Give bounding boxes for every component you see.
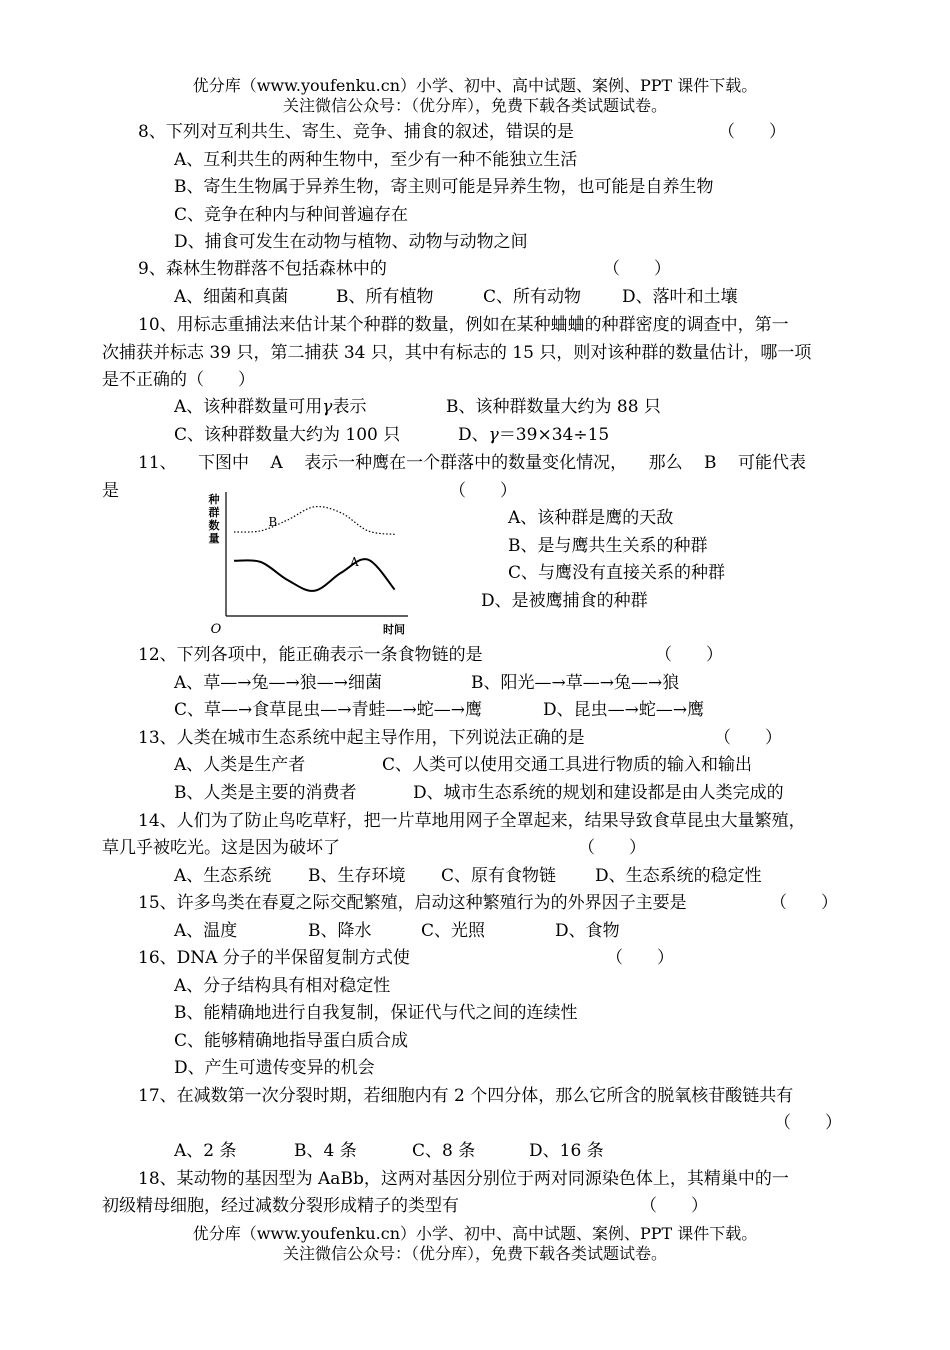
q18-stem-line-2: 初级精母细胞，经过减数分裂形成精子的类型有 — [102, 1196, 459, 1216]
q14-stem-line-2: 草几乎被吃光。这是因为破坏了 — [102, 838, 340, 858]
q16-option-c: C、能够精确地指导蛋白质合成 — [174, 1031, 409, 1051]
q15-stem: 15、许多鸟类在春夏之际交配繁殖，启动这种繁殖行为的外界因子主要是 — [138, 893, 687, 913]
y-axis-label-char: 种 — [208, 493, 220, 506]
x-axis-label: 时间 — [383, 623, 405, 636]
q17-stem: 17、在减数第一次分裂时期，若细胞内有 2 个四分体，那么它所含的脱氧核苷酸链共有 — [138, 1086, 794, 1106]
q9-option-a: A、细菌和真菌 — [174, 287, 289, 307]
q9-answer-paren: （ ） — [603, 259, 671, 279]
q12-option-b: B、阳光—→草—→兔—→狼 — [471, 673, 680, 693]
q14-option-b: B、生存环境 — [308, 866, 406, 886]
q14-answer-paren: （ ） — [578, 838, 646, 858]
q11-stem-line-2: 是 — [102, 481, 119, 501]
q11-word: 11、 — [138, 453, 177, 473]
q14-option-d: D、生态系统的稳定性 — [595, 866, 762, 886]
q12-stem: 12、下列各项中，能正确表示一条食物链的是 — [138, 645, 483, 665]
q17-option-a: A、2 条 — [174, 1141, 237, 1161]
q15-option-a: A、温度 — [174, 921, 238, 941]
q15-option-d: D、食物 — [555, 921, 620, 941]
series-A-line — [234, 559, 395, 591]
q17-option-d: D、16 条 — [529, 1141, 604, 1161]
header-line-1: 优分库（www.youfenku.cn）小学、初中、高中试题、案例、PPT 课件下载。 — [192, 76, 758, 95]
q14-option-a: A、生态系统 — [174, 866, 272, 886]
q8-option-b: B、寄生生物属于异养生物，寄主则可能是异养生物，也可能是自养生物 — [174, 177, 714, 197]
q13-option-b: B、人类是主要的消费者 — [174, 783, 357, 803]
q9-stem: 9、森林生物群落不包括森林中的 — [138, 259, 387, 279]
q11-answer-paren: （ ） — [449, 481, 517, 501]
footer-line-1: 优分库（www.youfenku.cn）小学、初中、高中试题、案例、PPT 课件下载。 — [192, 1224, 758, 1243]
header-line-2: 关注微信公众号：（优分库），免费下载各类试题试卷。 — [282, 96, 667, 115]
q10-option-a-suffix: 表示 — [332, 397, 367, 417]
q13-option-c: C、人类可以使用交通工具进行物质的输入和输出 — [382, 755, 753, 775]
q9-option-d: D、落叶和土壤 — [622, 287, 738, 307]
q15-option-c: C、光照 — [421, 921, 486, 941]
q13-answer-paren: （ ） — [714, 728, 782, 748]
q10-option-d-text: D、 — [458, 425, 489, 445]
q15-answer-paren: （ ） — [770, 893, 838, 913]
series-B-line — [234, 507, 395, 535]
q12-option-c: C、草—→食草昆虫—→青蛙—→蛇—→鹰 — [174, 700, 482, 720]
q10-option-a-variable: γ — [322, 397, 333, 417]
q10-option-c: C、该种群数量大约为 100 只 — [174, 425, 401, 445]
q11-word: 那么 — [648, 453, 683, 473]
q10-option-a — [174, 396, 366, 418]
q16-option-b: B、能精确地进行自我复制，保证代与代之间的连续性 — [174, 1003, 578, 1023]
q11-word: 下图中 — [198, 453, 250, 473]
q12-option-d: D、昆虫—→蛇—→鹰 — [543, 700, 705, 720]
q17-option-b: B、4 条 — [294, 1141, 357, 1161]
origin-label: O — [210, 622, 222, 636]
q8-stem: 8、下列对互利共生、寄生、竞争、捕食的叙述，错误的是 — [138, 122, 574, 142]
series-A-label: A — [349, 555, 359, 569]
q11-word: 表示一种鹰在一个群落中的数量变化情况， — [304, 453, 628, 473]
q15-option-b: B、降水 — [308, 921, 372, 941]
q11-population-chart — [196, 488, 416, 636]
q14-option-c: C、原有食物链 — [441, 866, 557, 886]
q10-option-a-text: A、该种群数量可用 — [174, 397, 323, 417]
q17-answer-paren: （ ） — [774, 1113, 842, 1133]
q10-option-d-suffix: ＝39×34÷15 — [498, 425, 610, 445]
q10-stem-line-1: 10、用标志重捕法来估计某个种群的数量，例如在某种蛐蛐的种群密度的调查中，第一 — [138, 315, 789, 335]
q14-stem-line-1: 14、人们为了防止鸟吃草籽，把一片草地用网子全罩起来，结果导致食草昆虫大量繁殖， — [138, 811, 806, 831]
q8-option-d: D、捕食可发生在动物与植物、动物与动物之间 — [174, 232, 528, 252]
q13-option-a: A、人类是生产者 — [174, 755, 306, 775]
q11-word: 可能代表 — [737, 453, 806, 473]
q12-answer-paren: （ ） — [655, 645, 723, 665]
footer-line-2: 关注微信公众号：（优分库），免费下载各类试题试卷。 — [282, 1244, 667, 1263]
y-axis-label-char: 量 — [208, 532, 220, 545]
q9-option-b: B、所有植物 — [336, 287, 434, 307]
q10-option-d — [458, 424, 609, 446]
q16-option-a: A、分子结构具有相对稳定性 — [174, 976, 391, 996]
q11-word: B — [704, 453, 717, 473]
q11-option-d: D、是被鹰捕食的种群 — [481, 591, 648, 611]
series-B-label: B — [268, 515, 278, 529]
q8-option-a: A、互利共生的两种生物中，至少有一种不能独立生活 — [174, 150, 578, 170]
q10-option-b: B、该种群数量大约为 88 只 — [446, 397, 661, 417]
q18-answer-paren: （ ） — [640, 1196, 708, 1216]
q10-option-d-variable: γ — [488, 425, 499, 445]
q11-option-b: B、是与鹰共生关系的种群 — [508, 536, 708, 556]
q11-stem-line-1 — [138, 452, 806, 474]
q9-option-c: C、所有动物 — [483, 287, 582, 307]
q16-answer-paren: （ ） — [606, 948, 674, 968]
q8-option-c: C、竞争在种内与种间普遍存在 — [174, 205, 409, 225]
q18-stem-line-1: 18、某动物的基因型为 AaBb，这两对基因分别位于两对同源染色体上，其精巢中的一 — [138, 1169, 789, 1189]
q8-answer-paren: （ ） — [718, 122, 786, 142]
q10-stem-line-2: 次捕获并标志 39 只，第二捕获 34 只，其中有标志的 15 只，则对该种群的数量估计，哪一项 — [102, 343, 812, 363]
q16-stem: 16、DNA 分子的半保留复制方式使 — [138, 948, 410, 968]
y-axis-label-char: 群 — [208, 506, 220, 519]
q11-word: A — [270, 453, 283, 473]
q11-option-c: C、与鹰没有直接关系的种群 — [508, 563, 726, 583]
q13-stem: 13、人类在城市生态系统中起主导作用，下列说法正确的是 — [138, 728, 585, 748]
q13-option-d: D、城市生态系统的规划和建设都是由人类完成的 — [413, 783, 784, 803]
y-axis-label-char: 数 — [208, 519, 220, 532]
q12-option-a: A、草—→兔—→狼—→细菌 — [174, 673, 383, 693]
q10-stem-line-3: 是不正确的（ ） — [102, 370, 255, 390]
q17-option-c: C、8 条 — [412, 1141, 476, 1161]
q16-option-d: D、产生可遗传变异的机会 — [174, 1058, 375, 1078]
q11-option-a: A、该种群是鹰的天敌 — [508, 508, 674, 528]
